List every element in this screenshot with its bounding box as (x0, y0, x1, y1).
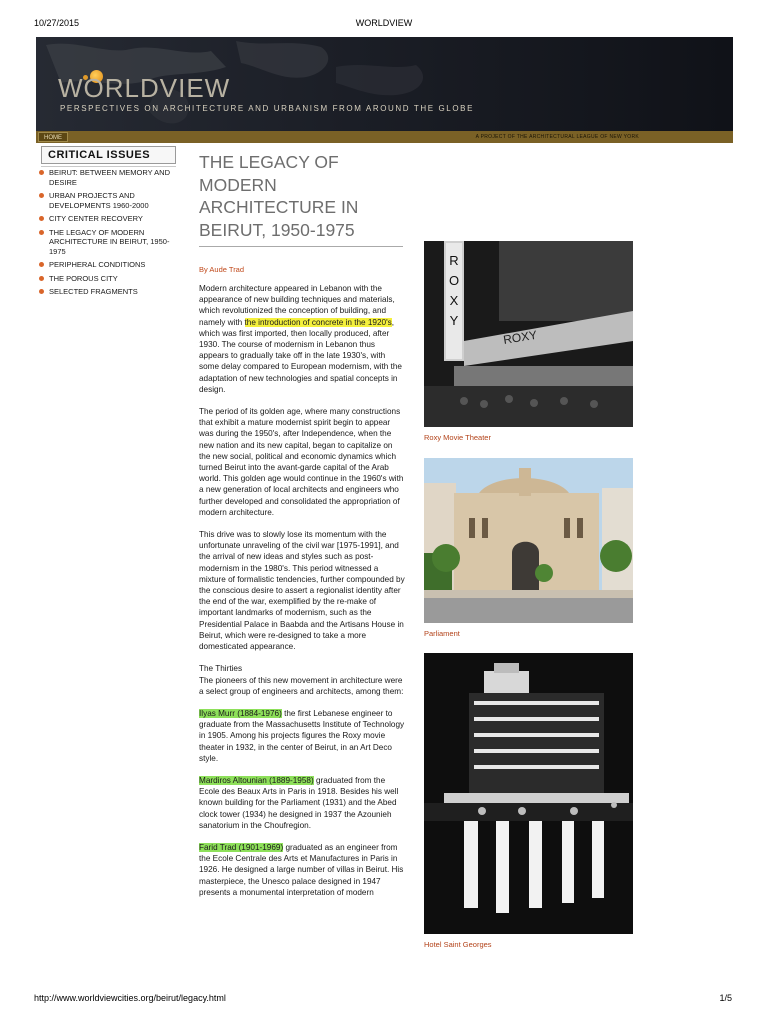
highlight-farid-trad: Farid Trad (1901-1969) (199, 842, 284, 852)
critical-issues-heading: CRITICAL ISSUES (41, 146, 176, 164)
paragraph-farid-trad (199, 842, 405, 898)
svg-text:X: X (449, 293, 459, 308)
svg-text:Y: Y (449, 313, 459, 328)
print-footer (0, 993, 768, 1007)
sidebar-item-label: URBAN PROJECTS AND DEVELOPMENTS 1960-2000 (49, 191, 149, 210)
paragraph-pioneers: The pioneers of this new movement in architecture were a select group of engineers and architects, among them: (199, 675, 404, 696)
sidebar-item-city-center[interactable] (36, 214, 186, 224)
bullet-icon (39, 262, 44, 267)
sidebar-item-peripheral[interactable] (36, 260, 186, 270)
sidebar-item-label: PERIPHERAL CONDITIONS (49, 260, 146, 269)
parliament-photo (424, 458, 633, 623)
sidebar-divider (41, 166, 176, 167)
site-tagline: PERSPECTIVES ON ARCHITECTURE AND URBANISM FROM AROUND THE GLOBE (60, 104, 475, 113)
highlight-ilyas-murr: Ilyas Murr (1884-1976) (199, 708, 282, 718)
paragraph-golden-age: The period of its golden age, where many constructions that exhibit a mature modernist spirit begin to appear was during the 1950's, after Independence, when the new nation and its new capital, began to capitalize on the new social, political and economic dynamics which turned Beirut into the avant-garde capital of the Arab world. This golden age would continue in the 1960's with a new generation of local architects and engineers who further developed and consolidated the appropriation of modern architecture. (199, 407, 404, 517)
article-byline: By Aude Trad (199, 265, 245, 274)
roxy-sign-text: ROXY (502, 327, 539, 347)
sidebar-item-label: THE LEGACY OF MODERN ARCHITECTURE IN BEIRUT, 1950-1975 (49, 227, 170, 256)
hotel-caption: Hotel Saint Georges (424, 940, 492, 949)
sidebar-item-urban-projects[interactable] (36, 191, 186, 210)
roxy-caption: Roxy Movie Theater (424, 433, 491, 442)
sidebar-nav-list (36, 168, 186, 301)
sidebar-item-label: BEIRUT: BETWEEN MEMORY AND DESIRE (49, 168, 170, 187)
text-span: the first Lebanese engineer to graduate from the Massachusetts Institute of Technology in 1905. Among his projects figures the Roxy movie theater in 1932, in the center of Beirut, in an Art Deco style. (199, 708, 405, 763)
text-span: , which was first imported, then locally produced, after 1930. The course of modernism in Lebanon thus appears to gradually take off in the late 1930's, with some delay compared to European modernism, with the adaptation of new technologies and spatial concepts in design. (199, 317, 402, 394)
sidebar-item-legacy[interactable] (36, 228, 186, 257)
project-credit-link[interactable]: A PROJECT OF THE ARCHITECTURAL LEAGUE OF NEW YORK (475, 134, 639, 140)
parliament-caption: Parliament (424, 629, 460, 638)
text-span: Modern architecture appeared in Lebanon with the appearance of new building techniques and materials, which revolutionized the conception of building, and namely with (199, 284, 395, 327)
sidebar-item-label: SELECTED FRAGMENTS (49, 287, 138, 296)
site-banner (36, 37, 733, 131)
sidebar-item-memory-and-desire[interactable] (36, 168, 186, 187)
site-logo[interactable]: WORLDVIEW (58, 73, 231, 103)
text-span: graduated as an engineer from the Ecole Centrale des Arts et Manufactures in Paris in 1926. He designed a large number of villas in Beirut. His masterpiece, the Unesco palace designed in 1947 presents a monumental interpretation of modern (199, 842, 404, 897)
paragraph-ilyas-murr (199, 708, 405, 764)
bullet-icon (39, 170, 44, 175)
article-body (199, 283, 405, 909)
paragraph-decline: This drive was to slowly lose its momentum with the unfortunate unraveling of the civil war [1975-1991], and the arrival of new ideas and styles such as post-modernism in the 1980's. This period witnessed a mixture of formalistic tendencies, further compounded by the conscious desire to assert a regionalist identity after the end of the war, exemplified by the re-make of important landmarks of modernism, such as the Presidential Palace in Baabda and the Artisans House in Beirut, which were re-designed to take a more domesticated appearance. (199, 530, 405, 652)
sidebar-item-fragments[interactable] (36, 287, 186, 297)
svg-text:R: R (449, 253, 459, 268)
bullet-icon (39, 276, 44, 281)
sidebar-item-label: THE POROUS CITY (49, 273, 118, 283)
sidebar-item-label: CITY CENTER RECOVERY (49, 214, 143, 223)
bullet-icon (39, 289, 44, 294)
bullet-icon (39, 193, 44, 198)
hotel-saint-georges-photo (424, 653, 633, 934)
bullet-icon (39, 216, 44, 221)
paragraph-altounian (199, 775, 405, 831)
svg-text:O: O (448, 273, 460, 288)
section-heading-thirties: The Thirties (199, 664, 243, 674)
roxy-theater-photo (424, 241, 633, 427)
highlight-concrete: the introduction of concrete in the 1920's (244, 317, 392, 327)
nav-bar (36, 131, 733, 143)
article-title: THE LEGACY OF MODERN ARCHITECTURE IN BEIRUT, 1950-1975 (199, 152, 359, 240)
home-link[interactable]: HOME (38, 132, 68, 142)
print-title: WORLDVIEW (355, 18, 413, 28)
title-divider (199, 246, 403, 247)
highlight-altounian: Mardiros Altounian (1889-1958) (199, 775, 314, 785)
print-header (0, 18, 768, 32)
print-page-number: 1/5 (719, 993, 732, 1003)
bullet-icon (39, 230, 44, 235)
sidebar-item-porous-city[interactable] (36, 274, 186, 284)
print-date: 10/27/2015 (34, 18, 80, 28)
paragraph-intro (199, 283, 405, 395)
text-span: graduated from the Ecole des Beaux Arts in Paris in 1918. Besides his well known building for the Parliament (1931) and the Abed clock tower (1934) he designed in 1937 the Azounieh sanatorium in the Choufregion. (199, 775, 399, 830)
print-url: http://www.worldviewcities.org/beirut/legacy.html (34, 993, 226, 1003)
